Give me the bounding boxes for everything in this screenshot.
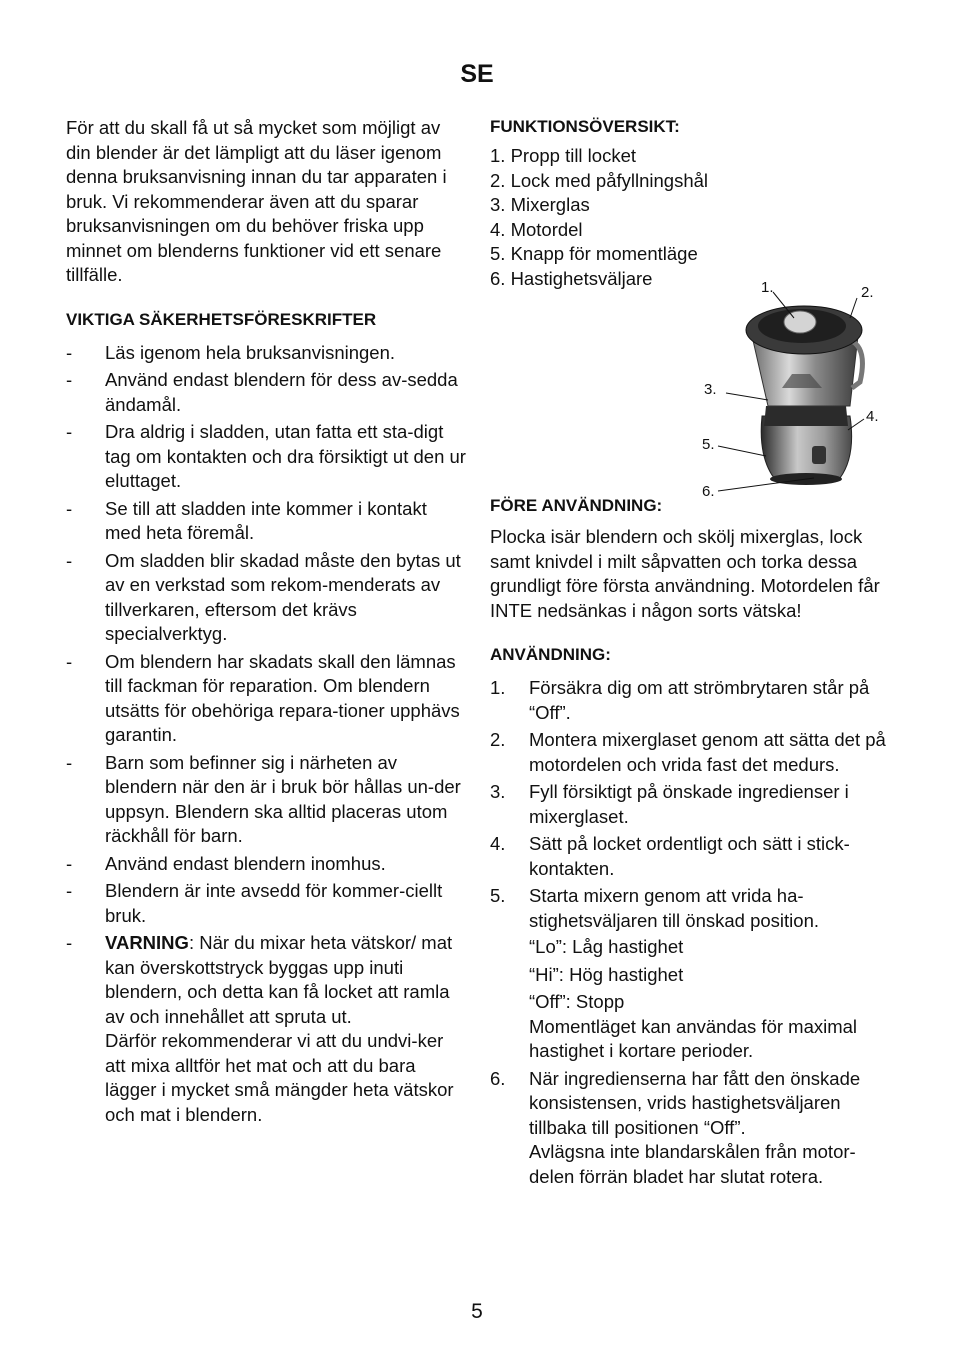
list-item: - Om sladden blir skadad måste den bytas ut av en verkstad som rekom-menderats av tillverkaren, eftersom det krävs specialverktyg. <box>66 549 461 644</box>
list-item: - Barn som befinner sig i närheten av blendern när den är i bruk bör hållas un-der uppsyn. Blendern ska alltid placeras utom räckhåll för barn. <box>66 751 461 846</box>
list-item: - Blendern är inte avsedd för kommer-ciellt bruk. <box>66 880 443 926</box>
list-item: - Använd endast blendern för dess av-sedda ändamål. <box>66 369 458 415</box>
list-item: 6. När ingredienserna har fått den önskade konsistensen, vrids hastighetsväljaren tillbaka till positionen “Off”. Avlägsna inte blandarskålen från motor-delen förrän bladet har slutat rotera. <box>490 1067 900 1190</box>
speed-lo: “Lo”: Låg hastighet <box>529 936 684 957</box>
list-item: 3. Mixerglas <box>490 194 590 215</box>
usage-heading: ANVÄNDNING: <box>490 645 611 664</box>
callout-2: 2. <box>861 284 874 301</box>
page-language-label: SE <box>460 60 494 88</box>
list-item: 4. Motordel <box>490 218 583 240</box>
speed-off: “Off”: Stopp <box>529 991 625 1012</box>
list-item: 3. Fyll försiktigt på önskade ingredienser i mixerglaset. <box>490 781 849 827</box>
list-item: 2. Lock med påfyllningshål <box>490 169 709 191</box>
warning-item: - VARNING: När du mixar heta vätskor/ mat kan överskottstryck byggas upp inuti blendern, och detta kan få locket att ramla av och innehållet att spruta ut. Därför rekommenderar vi att du undvi-ker att mixa alltför het mat och att du bara lägger i mycket små mängder heta vätskor och mat i blendern. <box>66 931 466 1127</box>
callout-1: 1. <box>761 279 774 296</box>
list-item: 4. Sätt på locket ordentligt och sätt i stick-kontakten. <box>490 833 850 879</box>
list-item: 1. Försäkra dig om att strömbrytaren står på “Off”. <box>490 677 870 723</box>
safety-list <box>66 341 466 1128</box>
intro-paragraph: För att du skall få ut så mycket som möjligt av din blender är det lämpligt att du läser igenom denna bruksanvisning innan du tar apparaten i bruk. Vi rekommenderar även att du sparar bruksanvisningen om du behöver friska upp minnet om blenderns funktioner vid ett senare tillfälle. <box>66 117 447 285</box>
list-item: 5. Starta mixern genom att vrida ha-stighetsväljaren till önskad position. “Lo”: Låg hastighet “Hi”: Hög hastighet “Off”: Stopp Momentläget kan användas för maximal hastighet i kortare perioder. <box>490 884 900 1064</box>
left-column <box>66 116 466 1130</box>
overview-list <box>490 144 900 291</box>
speed-hi: “Hi”: Hög hastighet <box>529 963 684 985</box>
list-item: - Läs igenom hela bruksanvisningen. <box>66 341 396 363</box>
list-item: - Använd endast blendern inomhus. <box>66 852 386 874</box>
before-use-heading: FÖRE ANVÄNDNING: <box>490 496 663 515</box>
list-item: - Om blendern har skadats skall den lämnas till fackman för reparation. Om blendern utsätts för obehöriga repara-tioner upphävs garantin. <box>66 650 460 745</box>
list-item: 6. Hastighetsväljare <box>490 267 653 289</box>
list-item: 1. Propp till locket <box>490 145 637 166</box>
blender-illustration <box>700 278 890 500</box>
final-note: Avlägsna inte blandarskålen från motor-delen förrän bladet har slutat rotera. <box>529 1141 856 1187</box>
warning-text-2: Därför rekommenderar vi att du undvi-ker att mixa alltför het mat och att du bara lägger i mycket små mängder heta vätskor och mat i blendern. <box>105 1030 454 1125</box>
callout-5: 5. <box>702 436 715 453</box>
list-item: - Dra aldrig i sladden, utan fatta ett sta-digt tag om kontakten och dra försiktigt ut den ur eluttaget. <box>66 421 466 491</box>
before-use-paragraph: Plocka isär blendern och skölj mixerglas, lock samt knivdel i milt såpvatten och torka dessa grundligt före första användning. Motordelen får INTE nedsänkas i någon sorts vätska! <box>490 526 880 621</box>
safety-heading: VIKTIGA SÄKERHETSFÖRESKRIFTER <box>66 309 377 329</box>
list-item: - Se till att sladden inte kommer i kontakt med heta föremål. <box>66 497 427 543</box>
warning-label: VARNING <box>105 932 189 953</box>
list-item: 2. Montera mixerglaset genom att sätta det på motordelen och vrida fast det medurs. <box>490 729 886 775</box>
callout-3: 3. <box>704 381 717 398</box>
warning-text: : När du mixar heta vätskor/ mat kan överskottstryck byggas upp inuti blendern, och detta kan få locket att ramla av och innehållet att spruta ut. <box>105 932 453 1027</box>
callout-4: 4. <box>866 408 879 425</box>
callout-6: 6. <box>702 483 715 500</box>
list-item: 5. Knapp för momentläge <box>490 243 698 264</box>
page-number: 5 <box>471 1300 483 1323</box>
moment-note: Momentläget kan användas för maximal hastighet i kortare perioder. <box>529 1015 858 1061</box>
usage-list <box>490 676 900 1189</box>
speed-knob <box>812 446 826 464</box>
blender-figure <box>700 278 890 500</box>
overview-heading: FUNKTIONSÖVERSIKT: <box>490 117 680 136</box>
